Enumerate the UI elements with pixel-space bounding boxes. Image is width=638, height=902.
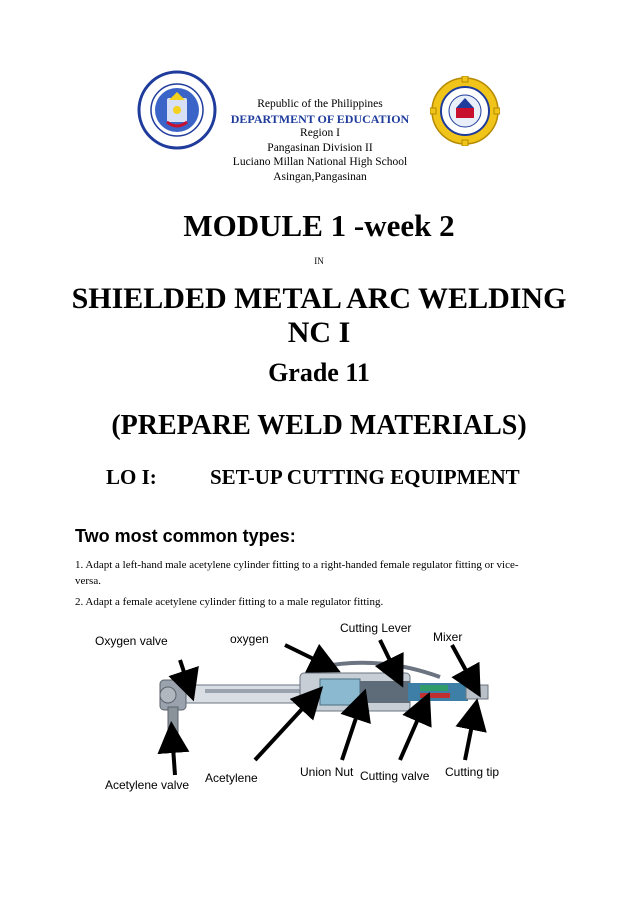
list-item-1-line2: versa. bbox=[75, 575, 101, 587]
course-title-line1: SHIELDED METAL ARC WELDING bbox=[71, 282, 567, 315]
course-title-line2: NC I bbox=[287, 316, 351, 349]
label-mixer: Mixer bbox=[433, 630, 463, 644]
module-title: MODULE 1 -week 2 bbox=[183, 208, 455, 243]
course-title bbox=[0, 282, 638, 350]
grade-title: Grade 11 bbox=[268, 358, 370, 387]
in-label: IN bbox=[314, 256, 324, 266]
torch-illustration bbox=[160, 663, 488, 733]
school-address-line: Asingan,Pangasinan bbox=[273, 170, 367, 183]
department-line: DEPARTMENT OF EDUCATION bbox=[230, 111, 410, 126]
school-name-line: Luciano Millan National High School bbox=[232, 156, 408, 168]
label-acetylene: Acetylene bbox=[205, 771, 258, 785]
lo-label: LO I: bbox=[106, 465, 157, 489]
label-oxygen-valve: Oxygen valve bbox=[95, 634, 168, 648]
label-oxygen: oxygen bbox=[230, 632, 269, 646]
cutting-torch-diagram bbox=[90, 615, 560, 800]
label-acetylene-valve: Acetylene valve bbox=[105, 778, 190, 792]
lo-text: SET-UP CUTTING EQUIPMENT bbox=[210, 465, 520, 489]
section-heading: Two most common types: bbox=[75, 526, 296, 546]
topic-title: (PREPARE WELD MATERIALS) bbox=[111, 410, 527, 441]
region-line: Region I bbox=[300, 127, 340, 139]
republic-line: Republic of the Philippines bbox=[257, 98, 383, 110]
label-cutting-valve: Cutting valve bbox=[360, 769, 430, 783]
school-seal-logo bbox=[430, 76, 500, 146]
list-item-1 bbox=[75, 557, 575, 589]
division-line: Pangasinan Division II bbox=[267, 141, 373, 154]
label-cutting-lever: Cutting Lever bbox=[340, 621, 412, 635]
label-union-nut: Union Nut bbox=[300, 765, 354, 779]
label-cutting-tip: Cutting tip bbox=[445, 765, 500, 779]
list-item-2: 2. Adapt a female acetylene cylinder fitting to a male regulator fitting. bbox=[75, 596, 384, 608]
list-item-1-line1: 1. Adapt a left-hand male acetylene cylinder fitting to a right-handed female regulator fitting or vice- bbox=[75, 559, 519, 571]
school-header bbox=[200, 97, 440, 184]
